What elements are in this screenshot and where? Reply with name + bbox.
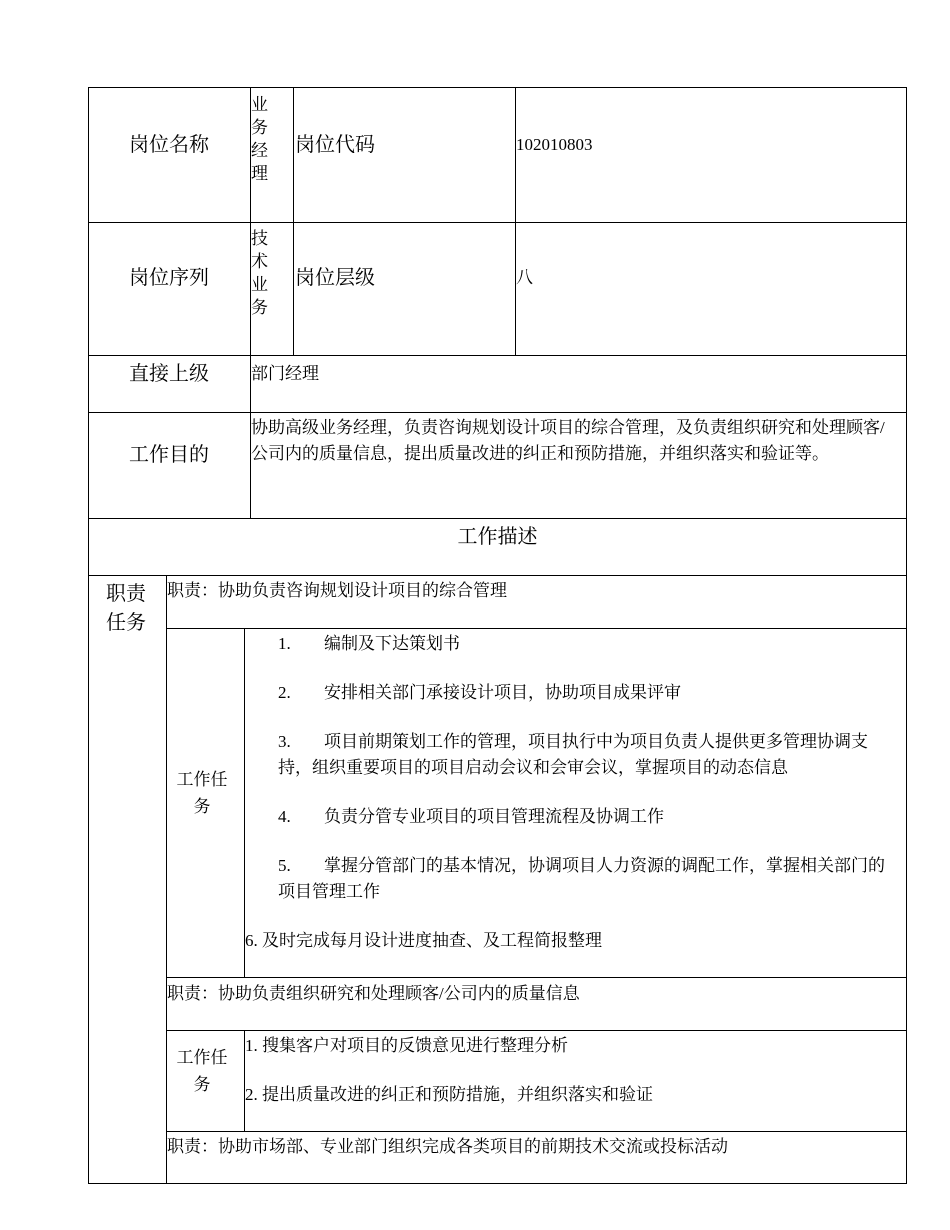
position-sequence-value: 技术业务 xyxy=(251,229,268,317)
duty-1-task-label: 工作任务 xyxy=(176,770,228,816)
task-number: 5. xyxy=(278,856,291,875)
duty-1-task-4 xyxy=(278,804,888,830)
duty-1-task-1 xyxy=(278,631,888,657)
duty-1-title: 职责：协助负责咨询规划设计项目的综合管理 xyxy=(167,581,507,600)
position-level-label: 岗位层级 xyxy=(295,267,375,289)
position-name-label: 岗位名称 xyxy=(129,134,209,156)
position-code-label: 岗位代码 xyxy=(295,134,375,156)
duty-1-task-3 xyxy=(278,729,888,781)
task-text: 编制及下达策划书 xyxy=(324,634,460,653)
task-number: 2. xyxy=(278,683,291,702)
direct-superior-label: 直接上级 xyxy=(129,363,209,385)
duty-2-task-2: 2. 提出质量改进的纠正和预防措施，并组织落实和验证 xyxy=(245,1085,653,1104)
task-number: 4. xyxy=(278,807,291,826)
duty-3-title: 职责：协助市场部、专业部门组织完成各类项目的前期技术交流或投标活动 xyxy=(167,1137,728,1156)
duty-2-task-label: 工作任务 xyxy=(176,1048,228,1094)
work-purpose-label: 工作目的 xyxy=(129,444,209,466)
position-sequence-label: 岗位序列 xyxy=(129,267,209,289)
position-level-value: 八 xyxy=(516,268,533,287)
duty-1-task-5 xyxy=(278,853,888,905)
duties-tasks-label: 职责任务 xyxy=(106,583,146,634)
direct-superior-value: 部门经理 xyxy=(251,364,319,383)
duty-1-task-2 xyxy=(278,680,888,706)
task-text: 掌握分管部门的基本情况，协调项目人力资源的调配工作，掌握相关部门的项目管理工作 xyxy=(278,856,885,901)
position-name-value: 业务经理 xyxy=(251,95,268,183)
task-text: 项目前期策划工作的管理，项目执行中为项目负责人提供更多管理协调支持，组织重要项目的项目启动会议和会审会议，掌握项目的动态信息 xyxy=(278,732,868,777)
task-text: 安排相关部门承接设计项目，协助项目成果评审 xyxy=(324,683,681,702)
task-number: 1. xyxy=(278,634,291,653)
work-purpose-value: 协助高级业务经理，负责咨询规划设计项目的综合管理，及负责组织研究和处理顾客/公司内的质量信息，提出质量改进的纠正和预防措施，并组织落实和验证等。 xyxy=(251,418,885,463)
duty-1-task-6: 6. 及时完成每月设计进度抽查、及工程简报整理 xyxy=(245,931,602,950)
task-text: 负责分管专业项目的项目管理流程及协调工作 xyxy=(324,807,664,826)
duty-2-title: 职责：协助负责组织研究和处理顾客/公司内的质量信息 xyxy=(167,984,580,1003)
duty-2-task-1: 1. 搜集客户对项目的反馈意见进行整理分析 xyxy=(245,1036,568,1055)
task-number: 3. xyxy=(278,732,291,751)
position-code-value: 102010803 xyxy=(516,135,593,154)
work-description-header: 工作描述 xyxy=(457,526,538,548)
